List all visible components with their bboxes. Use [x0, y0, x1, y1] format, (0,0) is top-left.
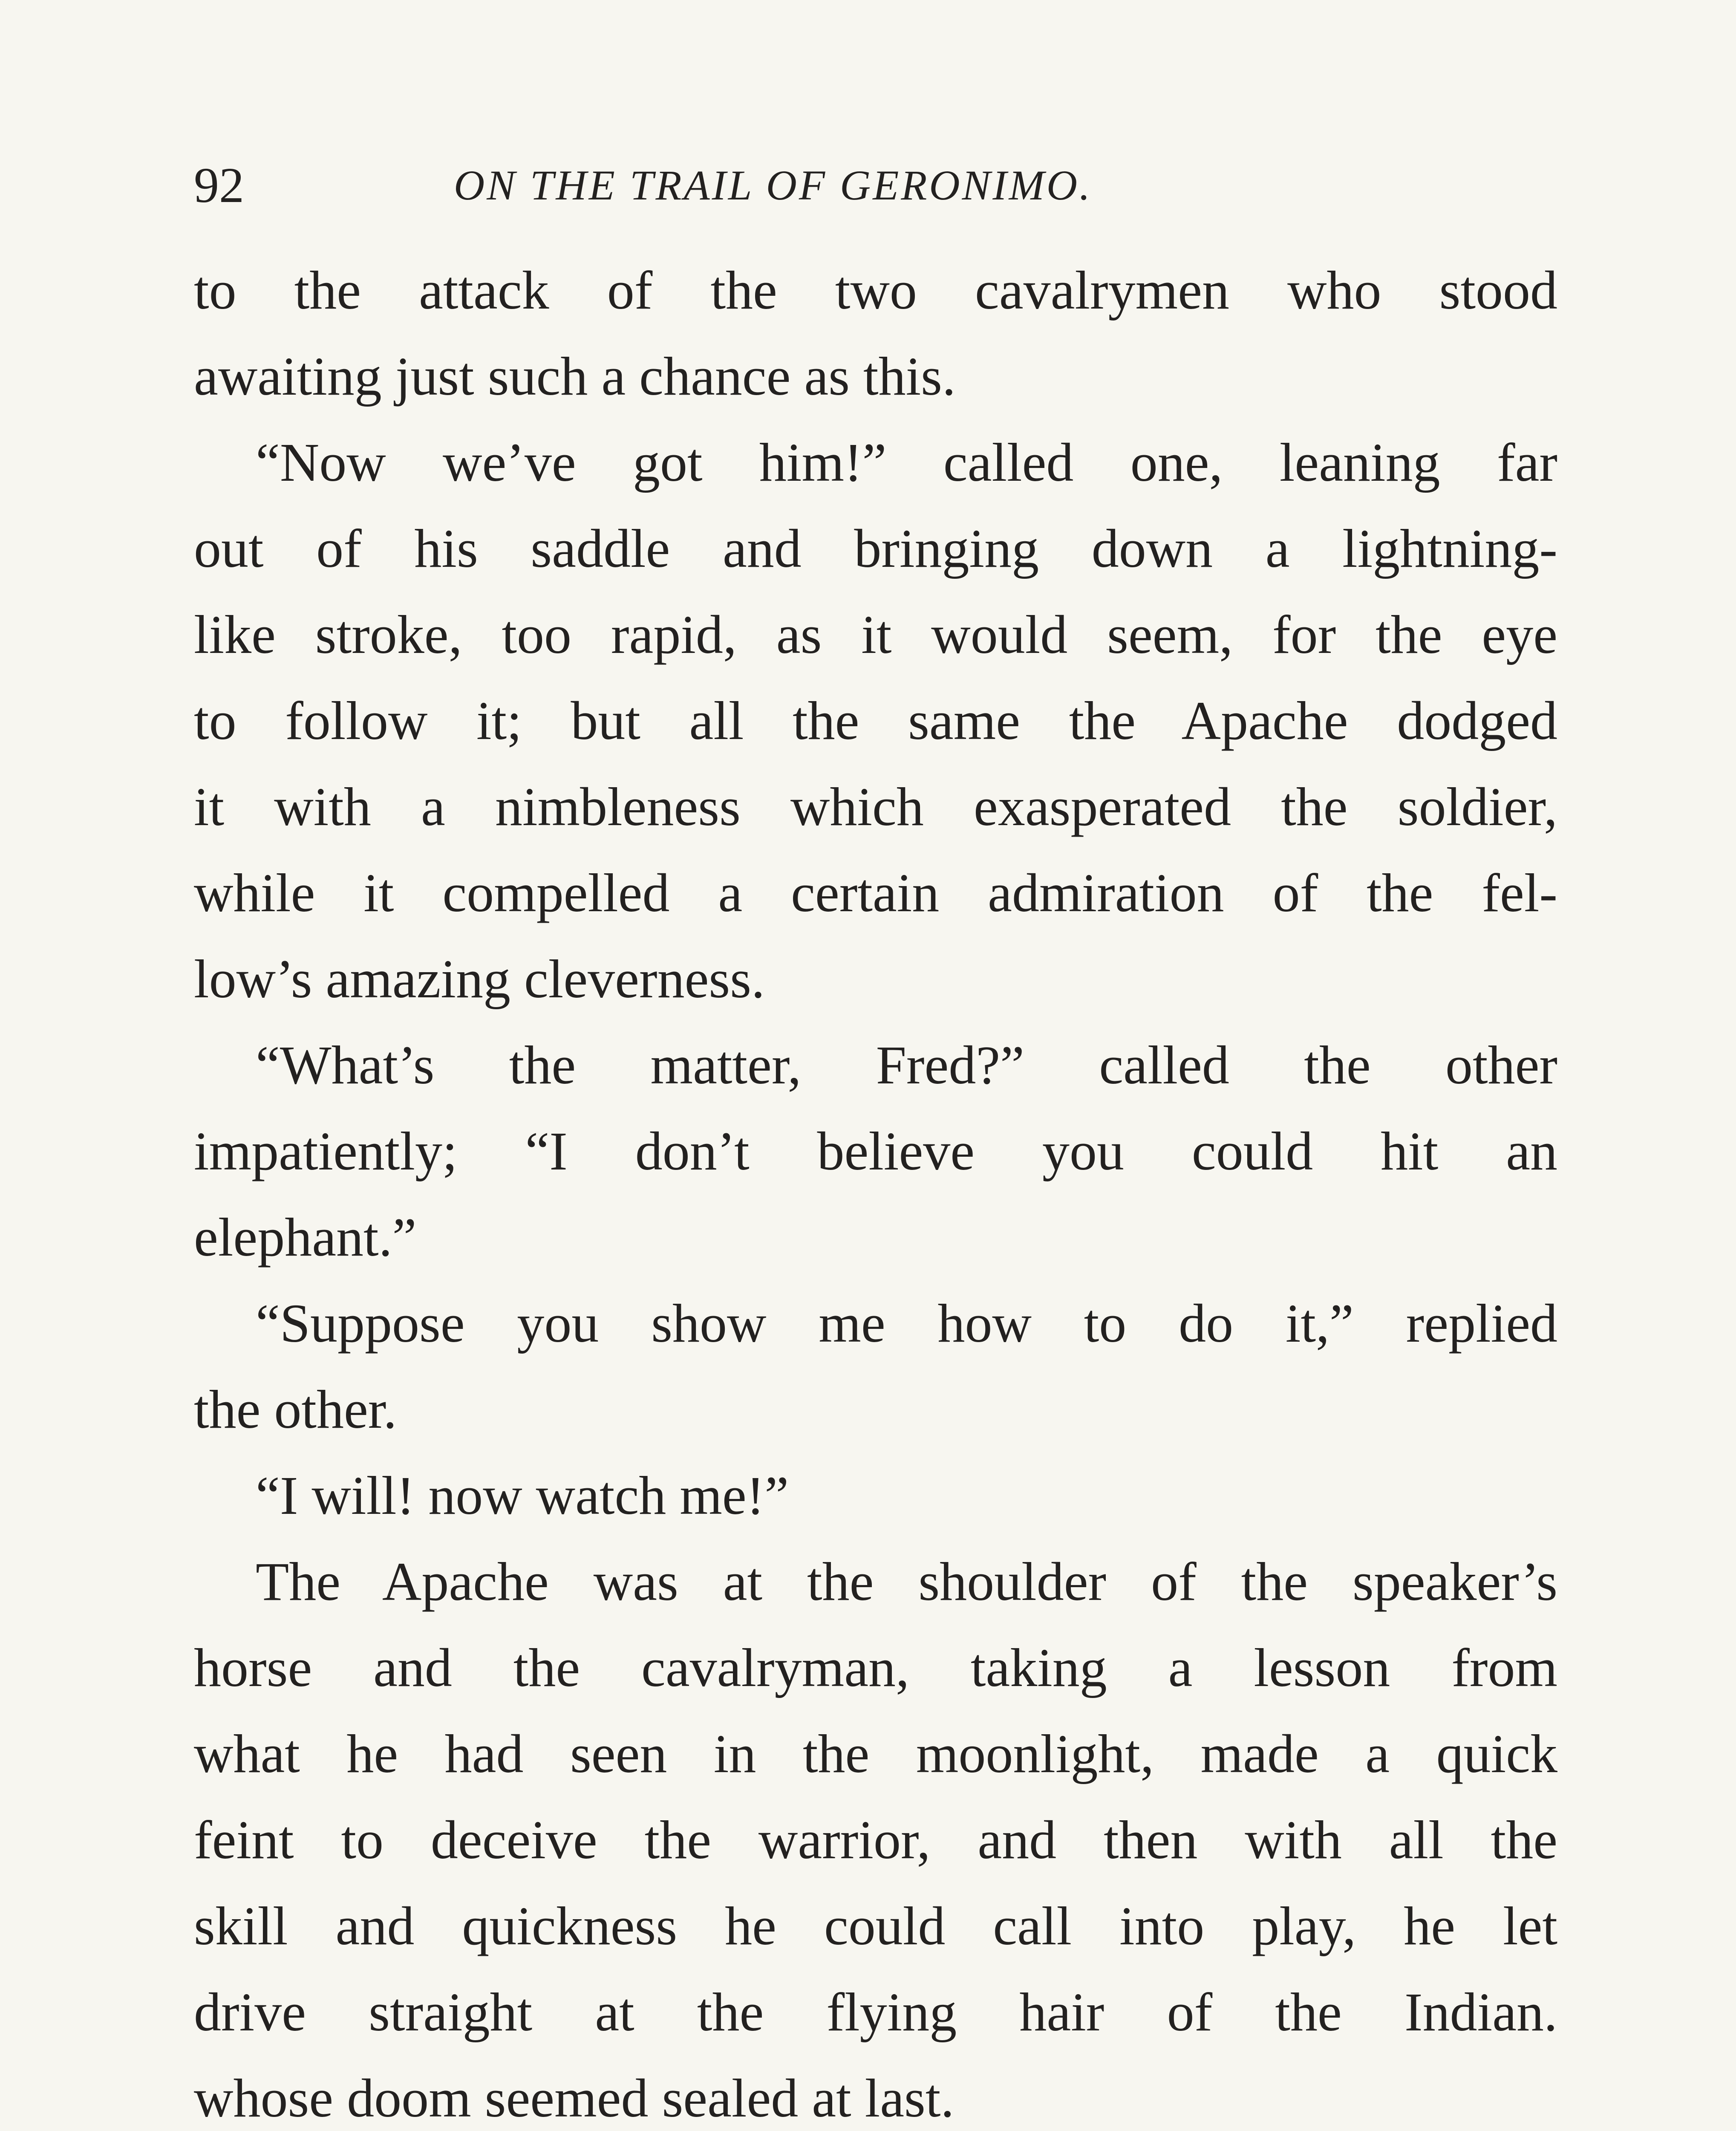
- text-line: it with a nimbleness which exasperated the soldier,: [194, 777, 1557, 837]
- page-number: 92: [194, 157, 244, 213]
- text-line: “Now we’ve got him!” called one, leaning far: [256, 432, 1557, 493]
- text-line: to the attack of the two cavalrymen who stood: [194, 260, 1557, 321]
- page-header: [194, 151, 1557, 219]
- text-line: drive straight at the flying hair of the Indian.: [194, 1982, 1557, 2042]
- text-line: “What’s the matter, Fred?” called the other: [256, 1035, 1557, 1095]
- text-line: like stroke, too rapid, as it would seem, for the eye: [194, 604, 1557, 665]
- text-line: the other.: [194, 1379, 397, 1440]
- text-line: impatiently; “I don’t believe you could hit an: [194, 1121, 1557, 1181]
- text-line: awaiting just such a chance as this.: [194, 346, 956, 407]
- text-line: feint to deceive the warrior, and then with all the: [194, 1810, 1557, 1870]
- text-line: low’s amazing cleverness.: [194, 949, 765, 1009]
- text-line: out of his saddle and bringing down a lightning-: [194, 518, 1557, 579]
- text-line: “Suppose you show me how to do it,” replied: [256, 1293, 1557, 1354]
- text-line: elephant.”: [194, 1207, 417, 1268]
- text-line: horse and the cavalryman, taking a lesson from: [194, 1637, 1557, 1698]
- text-line: to follow it; but all the same the Apache dodged: [194, 690, 1557, 751]
- text-line: “I will! now watch me!”: [256, 1465, 789, 1526]
- body-text: [194, 247, 1557, 2131]
- text-line: what he had seen in the moonlight, made a quick: [194, 1724, 1557, 1784]
- running-title: ON THE TRAIL OF GERONIMO.: [454, 162, 1093, 209]
- text-line: while it compelled a certain admiration of the fel-: [194, 863, 1557, 923]
- text-line: whose doom seemed sealed at last.: [194, 2068, 955, 2128]
- text-line: The Apache was at the shoulder of the speaker’s: [256, 1551, 1557, 1612]
- text-line: skill and quickness he could call into play, he let: [194, 1896, 1557, 1956]
